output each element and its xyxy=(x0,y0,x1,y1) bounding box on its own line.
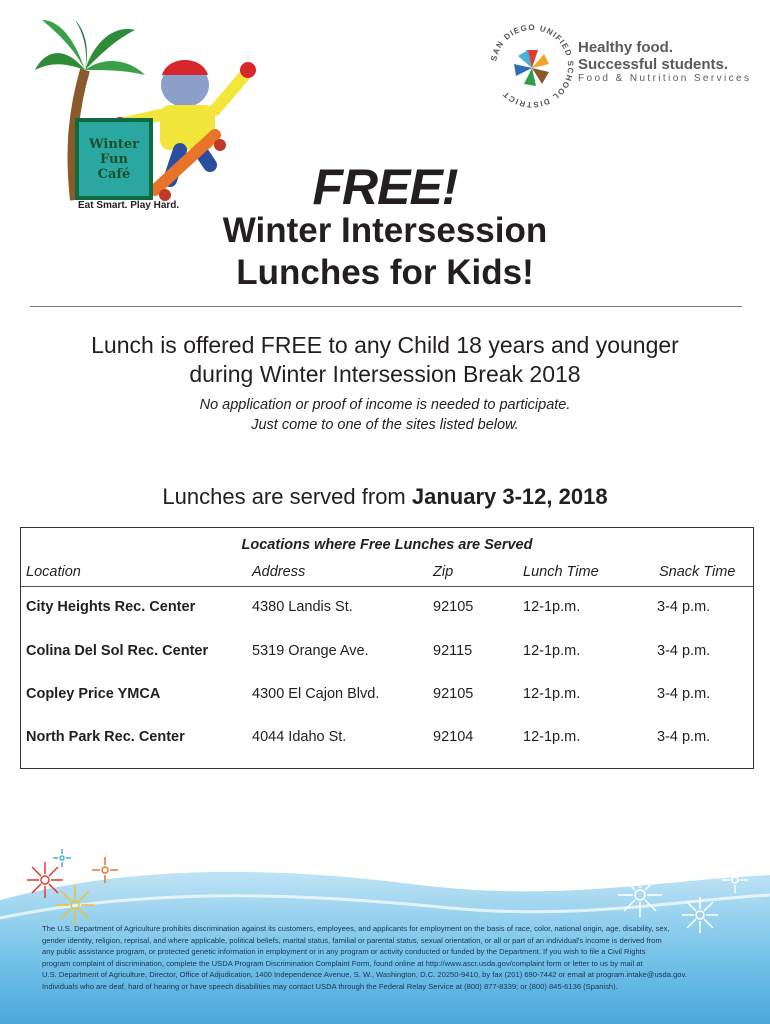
eligibility-statement xyxy=(0,331,770,389)
table-cell-address: 5319 Orange Ave. xyxy=(252,643,369,659)
district-slogan xyxy=(578,39,728,73)
slogan-line-2: Successful students. xyxy=(578,56,729,73)
note-line-2: Just come to one of the sites listed below. xyxy=(251,417,519,433)
table-cell-location: Colina Del Sol Rec. Center xyxy=(26,643,209,659)
disclaimer-line: Individuals who are deaf, hard of hearing or have speech disabilities may contact USDA through the Federal Relay Service at (800) 877-8339; or (800) 845-6136 (Spanish). xyxy=(42,981,618,991)
free-headline: FREE! xyxy=(312,159,458,215)
table-cell-snack-time: 3-4 p.m. xyxy=(657,643,711,659)
table-cell-location: North Park Rec. Center xyxy=(26,729,185,745)
column-header-snack-time: Snack Time xyxy=(659,564,736,580)
serving-dates xyxy=(0,484,770,510)
cafe-sign-line: Winter xyxy=(89,136,139,152)
sites-table xyxy=(20,527,754,769)
district-logo xyxy=(486,20,578,112)
disclaimer-line: program complaint of discrimination, complete the USDA Program Discrimination Complaint Form, found online at http://www.ascr.usda.gov/complaint form or letter to us by mail at xyxy=(42,958,643,968)
serving-dates-prefix: Lunches are served from xyxy=(162,484,412,509)
disclaimer-line: The U.S. Department of Agriculture prohibits discrimination against its customers, employees, and applicants for employment on the basis of race, color, national origin, age, disability, sex, xyxy=(42,924,670,933)
table-cell-lunch-time: 12-1p.m. xyxy=(523,599,581,615)
department-name: Food & Nutrition Services xyxy=(578,73,752,84)
cafe-sign-line: Fun xyxy=(100,151,128,167)
table-cell-zip: 92105 xyxy=(433,599,474,615)
table-cell-snack-time: 3-4 p.m. xyxy=(657,599,711,615)
usda-nondiscrimination-statement xyxy=(42,923,742,993)
disclaimer-line: any public assistance program, or protected genetic information in employment or in any program or activity conducted or funded by the Department. If you wish to file a Civil Rights xyxy=(42,947,646,957)
district-ring-text: SAN DIEGO UNIFIED SCHOOL DISTRICT xyxy=(489,22,576,110)
table-cell-zip: 92104 xyxy=(433,729,474,745)
table-cell-location: City Heights Rec. Center xyxy=(26,599,196,615)
column-header-location: Location xyxy=(26,564,81,580)
title-line-2: Lunches for Kids! xyxy=(236,253,534,292)
table-cell-snack-time: 3-4 p.m. xyxy=(657,686,711,702)
disclaimer-line: gender identity, religion, reprisal, and where applicable, political beliefs, marital status, familial or parental status, sexual orientation, or all or part of an individual's income is derived from xyxy=(42,935,662,945)
note-line-1: No application or proof of income is needed to participate. xyxy=(199,397,571,413)
column-header-zip: Zip xyxy=(433,564,454,580)
table-cell-lunch-time: 12-1p.m. xyxy=(523,686,581,702)
table-cell-lunch-time: 12-1p.m. xyxy=(523,729,581,745)
serving-dates-range: January 3-12, 2018 xyxy=(411,484,608,509)
title-line-1: Winter Intersession xyxy=(222,211,548,250)
divider xyxy=(30,306,742,307)
table-cell-location: Copley Price YMCA xyxy=(26,686,161,702)
table-cell-snack-time: 3-4 p.m. xyxy=(657,729,711,745)
participation-note xyxy=(0,395,770,435)
header-rule xyxy=(21,586,753,587)
table-caption: Locations where Free Lunches are Served xyxy=(241,537,533,553)
intro-line-1: Lunch is offered FREE to any Child 18 years and younger xyxy=(91,332,679,358)
intro-line-2: during Winter Intersession Break 2018 xyxy=(189,361,581,387)
table-cell-lunch-time: 12-1p.m. xyxy=(523,643,581,659)
column-header-lunch-time: Lunch Time xyxy=(523,564,599,580)
table-cell-address: 4380 Landis St. xyxy=(252,599,353,615)
table-cell-zip: 92115 xyxy=(433,643,473,659)
table-cell-zip: 92105 xyxy=(433,686,474,702)
disclaimer-line: U.S. Department of Agriculture, Director, Office of Adjudication, 1400 Independence Avenue, S. W., Washington, D.C. 20250-9410, by fax (201) 690-7442 or email at program.intake@usda.gov. xyxy=(42,970,687,980)
column-header-address: Address xyxy=(252,564,306,580)
cafe-sign-line: Café xyxy=(97,166,131,182)
table-cell-address: 4300 El Cajon Blvd. xyxy=(252,686,380,702)
cafe-tagline: Eat Smart. Play Hard. xyxy=(78,200,180,211)
page-title xyxy=(0,210,770,294)
slogan-line-1: Healthy food. xyxy=(578,39,674,56)
table-cell-address: 4044 Idaho St. xyxy=(252,729,347,745)
